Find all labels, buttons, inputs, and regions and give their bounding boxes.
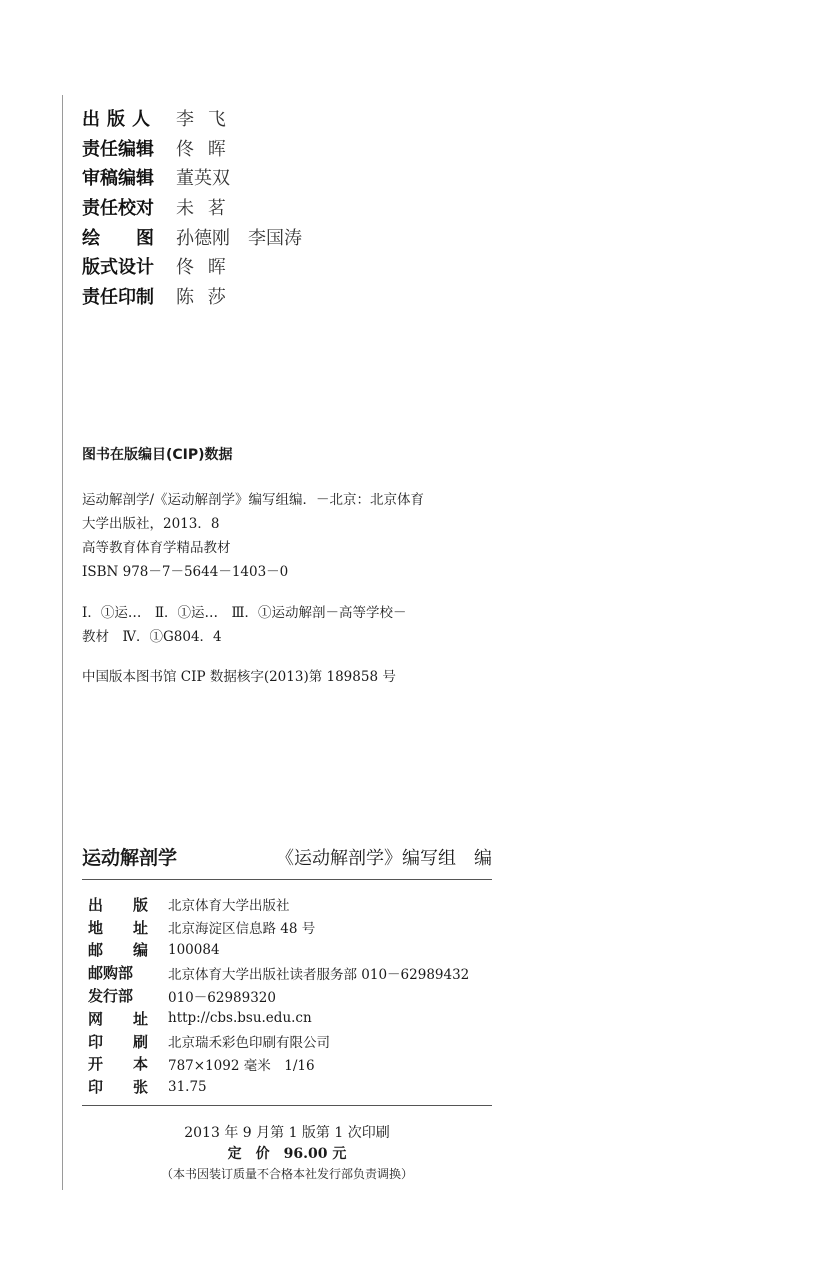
publication-value: 31.75 bbox=[168, 1078, 207, 1095]
publication-label: 邮购部 bbox=[88, 964, 134, 983]
staff-row bbox=[82, 103, 302, 133]
staff-name: 孙德刚 李国涛 bbox=[176, 227, 302, 249]
staff-name: 董英双 bbox=[176, 168, 230, 190]
staff-role: 绘 图 bbox=[82, 227, 154, 249]
staff-row bbox=[82, 222, 302, 252]
publication-row bbox=[88, 1053, 469, 1076]
cip-entry bbox=[82, 488, 502, 584]
publication-label: 邮 编 bbox=[88, 941, 149, 960]
cip-entry-line: 高等教育体育学精品教材 bbox=[82, 540, 231, 556]
book-author: 《运动解剖学》编写组 编 bbox=[276, 848, 492, 869]
publication-row bbox=[88, 916, 469, 939]
staff-name: 佟 晖 bbox=[176, 257, 230, 279]
cip-record bbox=[82, 665, 502, 689]
staff-name: 未 茗 bbox=[176, 197, 230, 219]
publication-row bbox=[88, 961, 469, 984]
staff-name: 佟 晖 bbox=[176, 138, 230, 160]
staff-role: 版式设计 bbox=[82, 257, 154, 279]
publication-row bbox=[88, 1075, 469, 1098]
cip-record-line: 中国版本图书馆 CIP 数据核字(2013)第 189858 号 bbox=[82, 669, 396, 685]
publication-row bbox=[88, 893, 469, 916]
edition-line: 2013 年 9 月第 1 版第 1 次印刷 bbox=[184, 1125, 390, 1141]
publication-value: 010－62989320 bbox=[168, 989, 276, 1006]
publication-value: 100084 bbox=[168, 941, 220, 958]
publication-label: 印 刷 bbox=[88, 1032, 149, 1051]
staff-name: 李 飞 bbox=[176, 108, 230, 130]
publication-label: 地 址 bbox=[88, 918, 149, 937]
staff-row bbox=[82, 192, 302, 222]
publication-label: 印 张 bbox=[88, 1078, 149, 1097]
publication-label: 发行部 bbox=[88, 987, 134, 1006]
staff-row bbox=[82, 162, 302, 192]
staff-row bbox=[82, 281, 302, 311]
staff-role: 责任编辑 bbox=[82, 138, 154, 160]
publication-row bbox=[88, 939, 469, 962]
publication-value: 北京瑞禾彩色印刷有限公司 bbox=[168, 1035, 330, 1052]
publication-row bbox=[88, 1007, 469, 1030]
cip-heading: 图书在版编目(CIP)数据 bbox=[82, 447, 233, 463]
divider bbox=[82, 879, 492, 880]
publication-label: 开 本 bbox=[88, 1055, 149, 1074]
binding-notice: （本书因装订质量不合格本社发行部负责调换） bbox=[160, 1167, 413, 1181]
cip-entry-line: 大学出版社，2013．8 bbox=[82, 516, 220, 532]
price-line: 定 价 96.00 元 bbox=[227, 1146, 347, 1162]
publication-details bbox=[88, 893, 469, 1098]
staff-role: 出版人 bbox=[82, 108, 157, 130]
cip-classification bbox=[82, 601, 502, 649]
staff-role: 责任印制 bbox=[82, 286, 154, 308]
staff-row bbox=[82, 133, 302, 163]
staff-credits bbox=[82, 103, 302, 311]
publication-value: 北京海淀区信息路 48 号 bbox=[168, 921, 316, 938]
cip-entry-line: 运动解剖学/《运动解剖学》编写组编．－北京：北京体育 bbox=[82, 492, 425, 508]
publication-row bbox=[88, 984, 469, 1007]
cip-entry-line: ISBN 978－7－5644－1403－0 bbox=[82, 564, 289, 580]
publication-value: http://cbs.bsu.edu.cn bbox=[168, 1010, 312, 1027]
book-title: 运动解剖学 bbox=[82, 847, 178, 869]
publication-value: 北京体育大学出版社读者服务部 010－62989432 bbox=[168, 966, 470, 983]
book-title-row bbox=[82, 843, 492, 870]
cip-classification-line: Ⅰ．①运… Ⅱ．①运… Ⅲ．①运动解剖－高等学校－ bbox=[82, 605, 407, 621]
staff-name: 陈 莎 bbox=[176, 286, 230, 308]
staff-row bbox=[82, 251, 302, 281]
cip-classification-line: 教材 Ⅳ．①G804．4 bbox=[82, 629, 222, 645]
publication-value: 北京体育大学出版社 bbox=[168, 898, 290, 915]
publication-label: 网 址 bbox=[88, 1009, 149, 1028]
publication-row bbox=[88, 1030, 469, 1053]
staff-role: 责任校对 bbox=[82, 197, 154, 219]
divider bbox=[82, 1105, 492, 1106]
publication-value: 787×1092 毫米 1/16 bbox=[168, 1057, 315, 1074]
page-margin-line bbox=[62, 95, 63, 1190]
publication-label: 出 版 bbox=[88, 895, 149, 914]
staff-role: 审稿编辑 bbox=[82, 168, 154, 190]
